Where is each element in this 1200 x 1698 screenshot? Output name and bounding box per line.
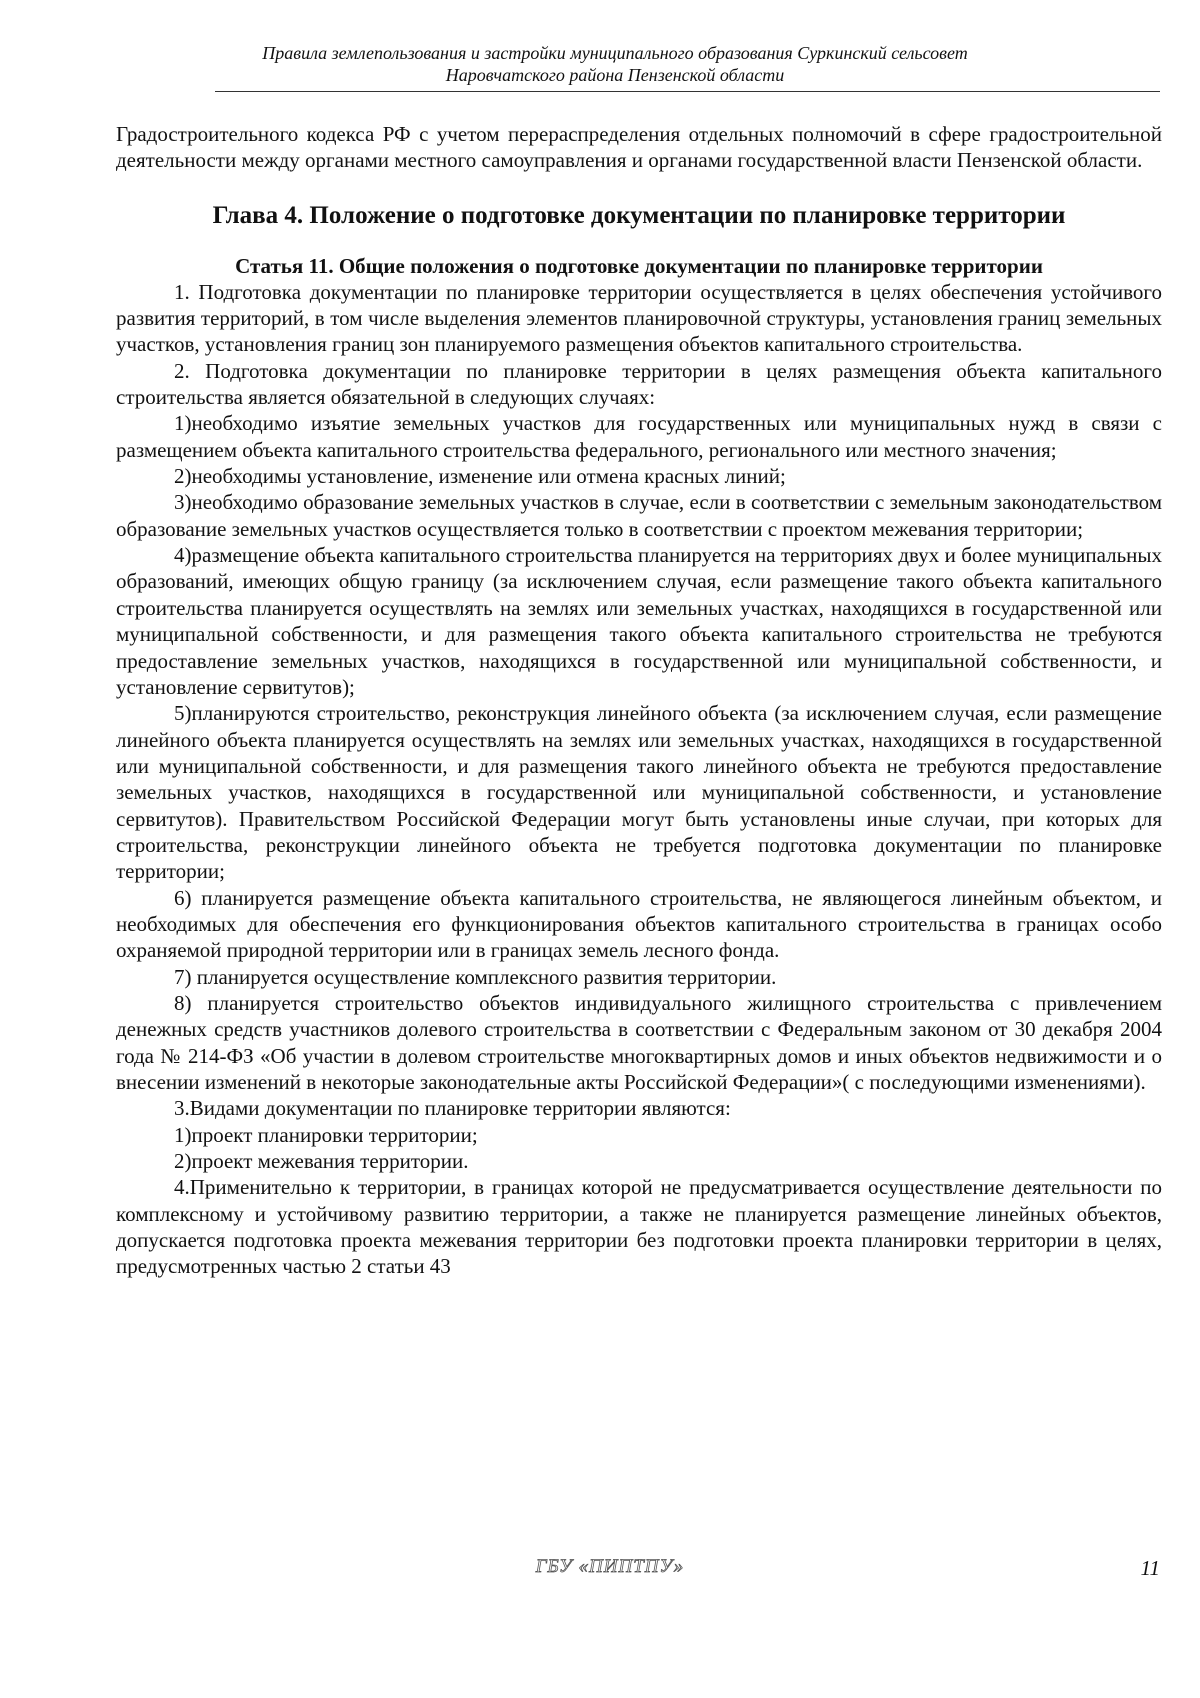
paragraph-2-item-5: 5)планируются строительство, реконструкция линейного объекта (за исключением случая, если размещение линейного объекта планируется осуществлять на землях или земельных участках, находящихся в государственной или муниципальной собственности, и для размещения такого линейного объекта не требуются предоставление земельных участков, находящихся в государственной или муниципальной собственности, и установление сервитутов). Правительством Российской Федерации могут быть установлены иные случаи, при которых для строительства, реконструкции линейного объекта не требуется подготовка документации по планировке территории; — [116, 701, 1162, 884]
intro-paragraph: Градостроительного кодекса РФ с учетом перераспределения отдельных полномочий в сфере градостроительной деятельности между органами местного самоуправления и органами государственной власти Пензенской области. — [116, 122, 1162, 173]
paragraph-3: 3.Видами документации по планировке территории являются: — [174, 1096, 731, 1121]
header-line-2: Наровчатского района Пензенской области — [445, 65, 785, 85]
paragraph-2-item-6: 6) планируется размещение объекта капитального строительства, не являющегося линейным объектом, и необходимых для обеспечения его функционирования объектов капитального строительства в границах особо охраняемой природной территории или в границах земель лесного фонда. — [116, 885, 1162, 963]
paragraph-2: 2. Подготовка документации по планировке территории в целях размещения объекта капитального строительства является обязательной в следующих случаях: — [116, 358, 1162, 410]
paragraph-2-item-1: 1)необходимо изъятие земельных участков для государственных или муниципальных нужд в связи с размещением объекта капитального строительства федерального, регионального или местного значения; — [116, 411, 1162, 462]
paragraph-1: 1. Подготовка документации по планировке территории осуществляется в целях обеспечения устойчивого развития территорий, в том числе выделения элементов планировочной структуры, установления границ земельных участков, установления границ зон планируемого размещения объектов капитального строительства. — [116, 279, 1162, 357]
paragraph-2-item-3: 3)необходимо образование земельных участков в случае, если в соответствии с земельным законодательством образование земельных участков осуществляется только в соответствии с проектом межевания территории; — [116, 490, 1162, 541]
header-line-1: Правила землепользования и застройки муниципального образования Суркинский сельсовет — [262, 43, 968, 63]
paragraph-2-item-4: 4)размещение объекта капитального строительства планируется на территориях двух и более муниципальных образований, имеющих общую границу (за исключением случая, если размещение такого объекта капитального строительства планируется осуществлять на землях или земельных участках, находящихся в государственной или муниципальной собственности, и для размещения такого объекта капитального строительства не требуются предоставление земельных участков, находящихся в государственной или муниципальной собственности, и установление сервитутов); — [116, 543, 1162, 699]
page-number: 11 — [1140, 1556, 1160, 1580]
paragraph-3-item-2: 2)проект межевания территории. — [174, 1149, 469, 1174]
paragraph-2-item-8: 8) планируется строительство объектов индивидуального жилищного строительства с привлечением денежных средств участников долевого строительства в соответствии с Федеральным законом от 30 декабря 2004 года № 214-ФЗ «Об участии в долевом строительстве многоквартирных домов и иных объектов недвижимости и о внесении изменений в некоторые законодательные акты Российской Федерации»( с последующими изменениями). — [116, 990, 1162, 1094]
document-body — [116, 121, 1162, 1280]
paragraph-3-item-1: 1)проект планировки территории; — [174, 1122, 478, 1147]
paragraph-4: 4.Применительно к территории, в границах которой не предусматривается осуществление деятельности по комплексному и устойчивому развитию территории, а также не планируется размещение линейных объектов, допускается подготовка проекта межевания территории без подготовки проекта планировки территории в целях, предусмотренных частью 2 статьи 43 — [116, 1175, 1162, 1279]
footer-organization: ГБУ «ПИПТПУ» — [535, 1556, 685, 1577]
chapter-title: Глава 4. Положение о подготовке документации по планировке территории — [212, 201, 1066, 229]
paragraph-2-item-2: 2)необходимы установление, изменение или отмена красных линий; — [174, 464, 786, 489]
article-title: Статья 11. Общие положения о подготовке документации по планировке территории — [235, 253, 1043, 278]
header-rule — [215, 91, 1160, 92]
paragraph-2-item-7: 7) планируется осуществление комплексного развития территории. — [174, 964, 777, 989]
running-header — [215, 42, 1015, 86]
